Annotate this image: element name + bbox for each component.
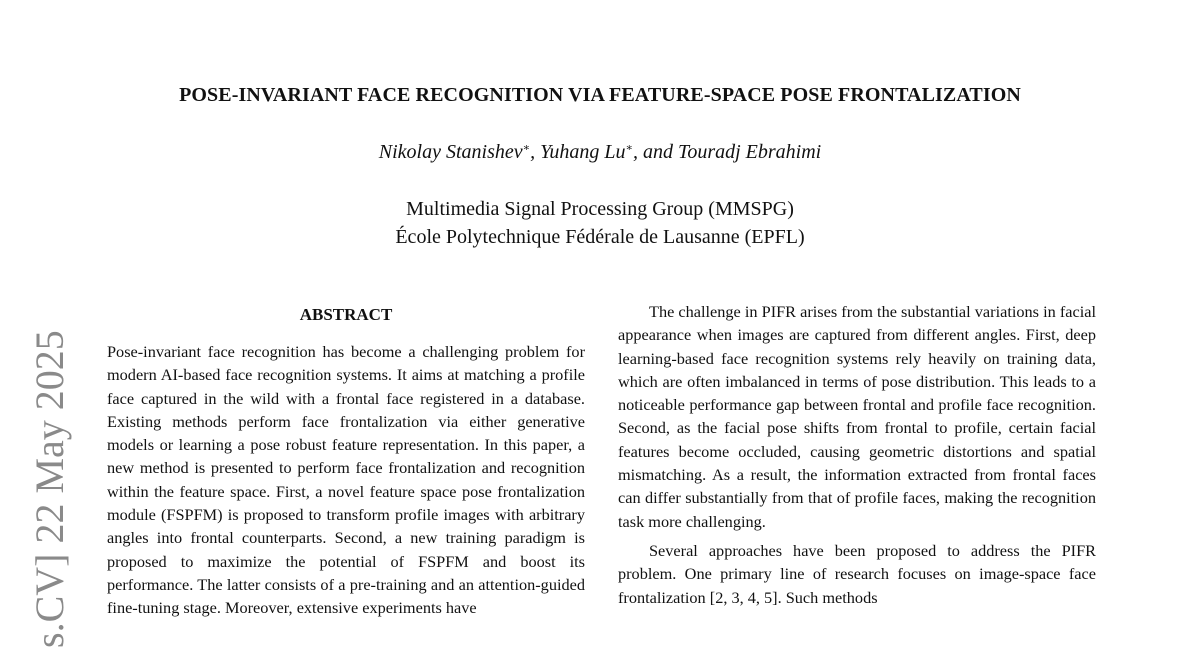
body-paragraph: Several approaches have been proposed to address the PIFR problem. One primary line of research focuses on image-space face frontalization [2, 3, 4, 5]. Such methods [618, 540, 1096, 607]
abstract-heading: ABSTRACT [299, 305, 393, 324]
author-separator: , [530, 141, 541, 163]
body-paragraph: The challenge in PIFR arises from the substantial variations in facial appearance when images are captured from different angles. First, deep learning-based face recognition systems rely heavily on training data, which are often imbalanced in terms of pose distribution. This leads to a noticeable performance gap between frontal and profile face recognition. Second, as the facial pose shifts from frontal to profile, certain facial features become occluded, causing geometric distortions and spatial mismatching. As a result, the information extracted from frontal faces can differ substantially from that of profile faces, making the recognition task more challenging. [618, 302, 1096, 531]
author-separator: , and [633, 141, 679, 163]
left-column [107, 300, 585, 620]
right-column [618, 300, 1096, 609]
author-name: Touradj Ebrahimi [678, 141, 822, 163]
paper-title: POSE-INVARIANT FACE RECOGNITION VIA FEATURE-SPACE POSE FRONTALIZATION [179, 84, 1021, 106]
affiliation-line: Multimedia Signal Processing Group (MMSPG) [406, 198, 794, 220]
author-list [0, 141, 1200, 164]
equal-contribution-mark: ∗ [522, 142, 531, 154]
affiliation-line: École Polytechnique Fédérale de Lausanne (EPFL) [395, 226, 805, 248]
affiliation [0, 195, 1200, 251]
author-name: Yuhang Lu [540, 141, 626, 163]
arxiv-stamp: s.CV] 22 May 2025 [27, 330, 72, 648]
equal-contribution-mark: ∗ [625, 142, 634, 154]
author-name: Nikolay Stanishev [378, 141, 523, 163]
abstract-text: Pose-invariant face recognition has become a challenging problem for modern AI-based face recognition systems. It aims at matching a profile face captured in the wild with a frontal face registered in a database. Existing methods perform face frontalization via either generative models or learning a pose robust feature representation. In this paper, a new method is presented to perform face frontalization and recognition within the feature space. First, a novel feature space pose frontalization module (FSPFM) is proposed to transform profile images with arbitrary angles into frontal counterparts. Second, a new training paradigm is proposed to maximize the potential of FSPFM and boost its performance. The latter consists of a pre-training and an attention-guided fine-tuning stage. Moreover, extensive experiments have [107, 342, 585, 618]
